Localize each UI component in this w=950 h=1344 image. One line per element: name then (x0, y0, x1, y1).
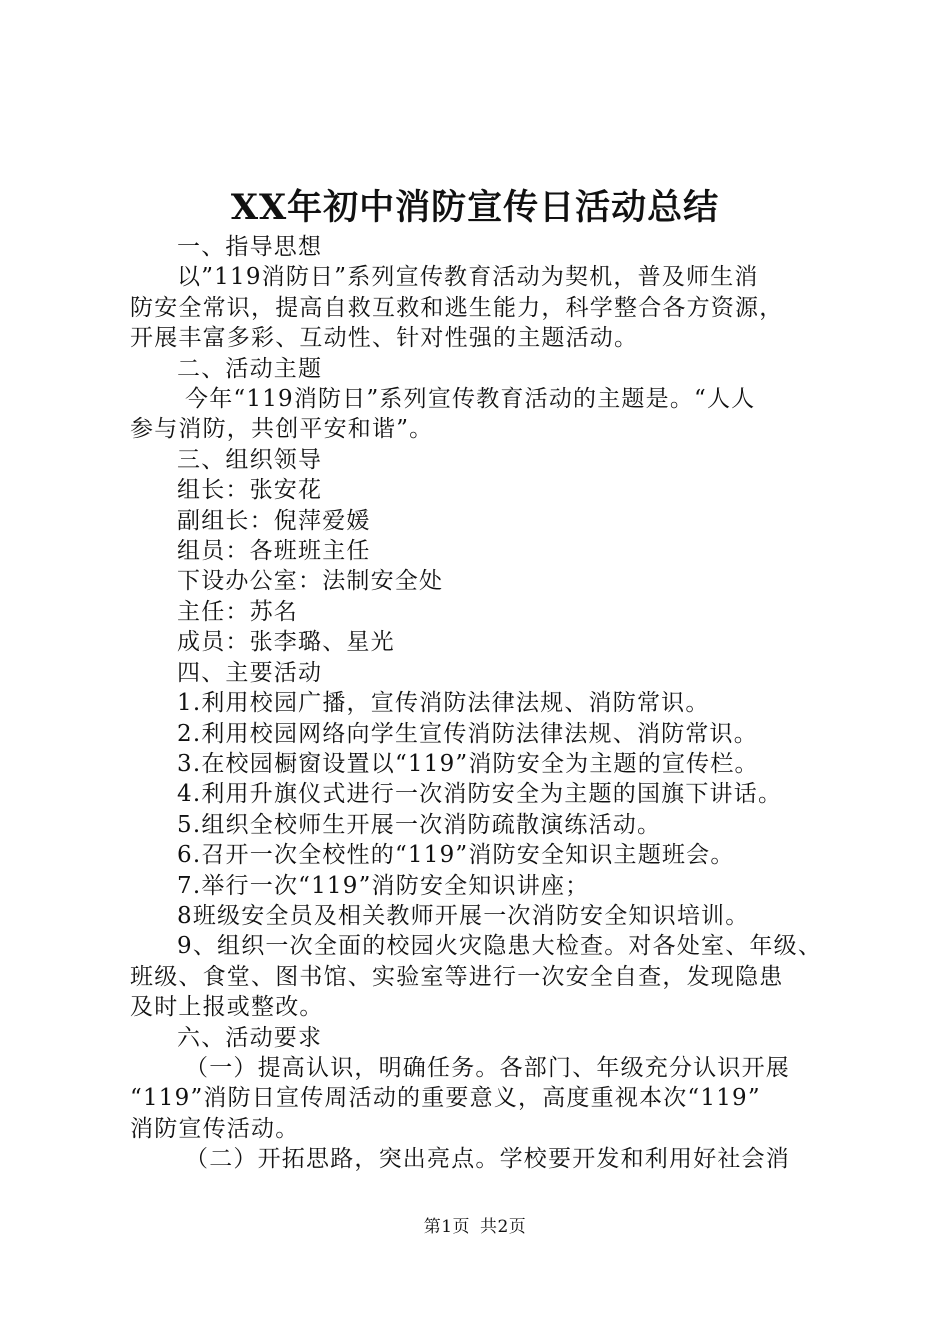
list-item: 组长：张安花 (177, 477, 323, 504)
document-body (130, 232, 834, 1175)
paragraph-line: 消防宣传活动。 (130, 1115, 300, 1142)
paragraph-line: 开展丰富多彩、互动性、针对性强的主题活动。 (130, 325, 639, 352)
list-item: 9、组织一次全面的校园火灾隐患大检查。对各处室、年级、 (177, 933, 823, 960)
section-heading: 四、主要活动 (177, 659, 323, 686)
page-footer (0, 1216, 950, 1238)
page-number: 第1页 (423, 1217, 471, 1237)
list-item: 3.在校园橱窗设置以“119”消防安全为主题的宣传栏。 (177, 750, 759, 777)
paragraph-line: （二）开拓思路，突出亮点。学校要开发和利用好社会消 (185, 1146, 790, 1173)
paragraph-line: “119”消防日宣传周活动的重要意义，高度重视本次“119” (130, 1085, 761, 1112)
paragraph-line: 参与消防，共创平安和谐”。 (130, 416, 434, 443)
section-heading: 六、活动要求 (177, 1024, 323, 1051)
list-item: 7.举行一次“119”消防安全知识讲座； (177, 872, 590, 899)
section-heading: 二、活动主题 (177, 355, 323, 382)
list-item: 1.利用校园广播，宣传消防法律法规、消防常识。 (177, 690, 710, 717)
list-item: 组员：各班班主任 (177, 538, 371, 565)
list-item: 2.利用校园网络向学生宣传消防法律法规、消防常识。 (177, 720, 758, 747)
paragraph-line: 防安全常识，提高自救互救和逃生能力，科学整合各方资源， (130, 294, 784, 321)
paragraph-line: 及时上报或整改。 (130, 994, 324, 1021)
list-item: 下设办公室：法制安全处 (177, 568, 444, 595)
list-item: 成员：张李璐、星光 (177, 629, 395, 656)
list-item: 8班级安全员及相关教师开展一次消防安全知识培训。 (177, 902, 750, 929)
page-total: 共2页 (479, 1217, 527, 1237)
paragraph-line: 班级、食堂、图书馆、实验室等进行一次安全自查，发现隐患 (130, 963, 784, 990)
list-item: 5.组织全校师生开展一次消防疏散演练活动。 (177, 811, 662, 838)
paragraph-line: 今年“119消防日”系列宣传教育活动的主题是。“人人 (185, 386, 756, 413)
document-title: XX年初中消防宣传日活动总结 (230, 187, 720, 228)
list-item: 6.召开一次全校性的“119”消防安全知识主题班会。 (177, 842, 735, 869)
paragraph-line: （一）提高认识，明确任务。各部门、年级充分认识开展 (185, 1054, 790, 1081)
list-item: 主任：苏名 (177, 598, 298, 625)
section-heading: 三、组织领导 (177, 446, 323, 473)
list-item: 副组长：倪萍爱媛 (177, 507, 371, 534)
list-item: 4.利用升旗仪式进行一次消防安全为主题的国旗下讲话。 (177, 781, 783, 808)
paragraph-line: 以”119消防日”系列宣传教育活动为契机，普及师生消 (177, 264, 759, 291)
section-heading: 一、指导思想 (177, 234, 323, 260)
